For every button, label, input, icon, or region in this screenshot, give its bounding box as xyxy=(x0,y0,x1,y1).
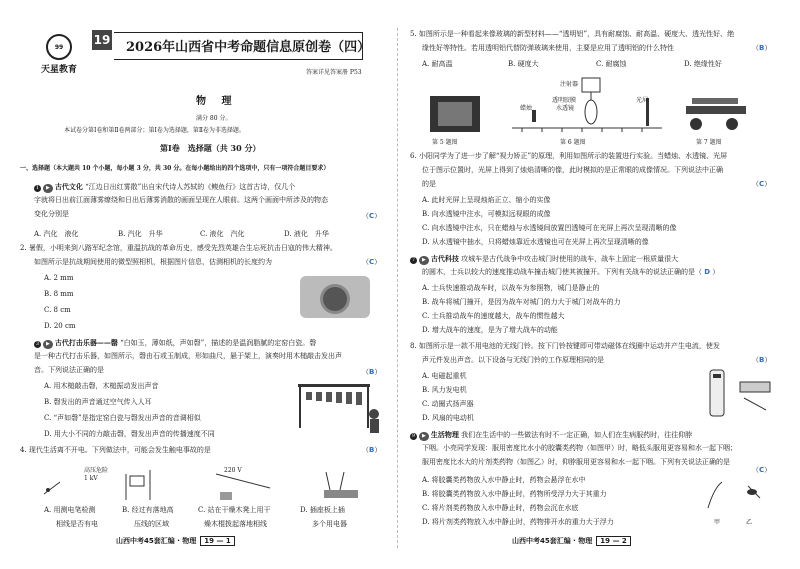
q7-option-b: B. 战车将城门撞开，是因为战车对城门的力大于城门对战车的力 xyxy=(422,298,621,306)
page-divider xyxy=(397,28,398,548)
q1-stem-2: 字就将日出前江面薄雾缭绕和日出后薄雾消散的画面呈现在人眼前。这两个画面中所涉及的物态 xyxy=(34,196,328,204)
q4-answer: （B） xyxy=(362,446,382,454)
q6-option-d: D. 从水透镜中抽水，只将蜡烛靠近水透镜也可在光屏上再次呈现清晰的像 xyxy=(422,238,649,246)
q4-option-b-2: 压线的区域 xyxy=(134,520,169,528)
q8-option-d: D. 风扇的电动机 xyxy=(422,414,474,422)
transparent-aluminum-image xyxy=(430,96,480,132)
q9-stem-2: 下咽。小亮同学发现：服用密度比水小的胶囊类药物（如图甲）时，略低头服用更容易和水一起下咽； xyxy=(422,444,737,452)
label-candle: 蜡烛 xyxy=(520,105,533,112)
q5-option-d: D. 绝缘性好 xyxy=(684,60,722,68)
q3-stem-2: 是一种古代打击乐器，如图所示，磬由石或玉制成，形如曲尺，悬于架上，演奏时用木槌敲击发出声 xyxy=(34,352,342,360)
q6-stem-3: 的是 xyxy=(422,180,436,188)
q7-stem-2: 的圆木，士兵以较大的速度推动战车撞击城门使其被撞开。下列有关战车的说法正确的是（ D ） xyxy=(422,268,720,276)
q6-option-b: B. 向水透镜中注水，可模拟远视眼的成像 xyxy=(422,210,551,218)
footer-right: 山西中考45套汇编 · 物理 19 — 2 xyxy=(512,536,631,546)
label-film: 透明胶膜 xyxy=(552,97,577,104)
q7-option-d: D. 增大战车的速度，是为了增大战车的动能 xyxy=(422,326,558,334)
q8-option-b: B. 风力发电机 xyxy=(422,386,467,394)
q5-stem-2: 缘性好等特性。若用透明铝代替防弹玻璃来使用，主要是应用了透明铝的什么特性 xyxy=(422,44,674,52)
q3-answer: （B） xyxy=(362,368,382,376)
label-water-lens: 水透镜 xyxy=(556,105,575,112)
q9-option-a: A. 将胶囊类药物放入水中静止时，药物会悬浮在水中 xyxy=(422,476,586,484)
page-number-left: 19 — 1 xyxy=(200,536,235,546)
label-screen: 光屏 xyxy=(636,97,649,104)
q5-option-a: A. 耐高温 xyxy=(422,60,453,68)
q5-answer: （B） xyxy=(752,44,772,52)
q6-answer: （C） xyxy=(752,180,772,188)
q8-option-c: C. 动圈式扬声器 xyxy=(422,400,474,408)
q2-line-1: 2. 暑假，小明来到八路军纪念馆，重温抗战的革命历史，感受先烈英雄合生忘死抗击日寇的伟大精神。 xyxy=(20,244,337,252)
q2-option-c: C. 8 cm xyxy=(44,306,71,314)
answer-reference: 答案详见答案册 P53 xyxy=(306,69,362,76)
q4-option-a-2: 相线是否有电 xyxy=(56,520,98,528)
q6-option-c: C. 向水透镜中注水，只在蜡烛与水透镜间放置凹透镜可在光屏上再次呈现清晰的像 xyxy=(422,224,677,232)
q7-line-1: 7 ▶ 古代科技 攻城车是古代战争中攻击城门时使用的战车，战车上固定一根质量很大 xyxy=(411,254,679,263)
q3-option-c: C. “声如磬”是指定窑白瓷与磬发出声音的音调相似 xyxy=(44,414,201,422)
right-page xyxy=(400,0,800,569)
q6-line-1: 6. 小阳同学为了进一步了解“视力矫正”的原理，利用如图所示的装置进行实验。当蜡烛、水透镜、光屏 xyxy=(410,152,728,160)
q8-answer: （B） xyxy=(752,356,772,364)
battering-ram-image xyxy=(682,94,752,134)
instruction: 本试卷分第Ⅰ卷和第Ⅱ卷两部分；第Ⅰ卷为选择题，第Ⅱ卷为非选择题。 xyxy=(64,127,245,134)
left-page xyxy=(0,0,395,569)
logo-mark: 99 xyxy=(46,34,72,60)
q3-option-b: B. 磬发出的声音通过空气传入人耳 xyxy=(44,398,152,406)
q1-line-1 xyxy=(34,182,295,193)
q9-answer: （C） xyxy=(752,466,772,474)
q4-picture-voltage-1: 1 kV xyxy=(84,475,98,482)
q9-option-c: C. 将片剂类药物放入水中静止时，药物会沉在水底 xyxy=(422,504,579,512)
q5-line-1: 5. 如图所示是一种看起来像玻璃的新型材料——“透明铝”，具有耐腐蚀、耐高温、硬度大、透光性好、绝 xyxy=(410,30,735,38)
q9-stem-3: 服用密度比水大的片剂类药物（如图乙）时，仰脖服用更容易和水一起下咽。下列有关说法正确的是 xyxy=(422,458,730,466)
q1-tag-icon: ▶ xyxy=(43,184,53,193)
q6-stem-2: 位于图示位置时，光屏上得到了烛焰清晰的像，此时模拟的是正常眼的成像情况。下列说法中正确 xyxy=(422,166,723,174)
q4-option-b: B. 经过有落地高 xyxy=(122,506,174,514)
q9-line-1: 9 ▶ 生活物理 我们在生活中的一些做法有时不一定正确，如人们在生病服药时，往往仰脖 xyxy=(411,430,693,439)
q1-option-b: B. 汽化 升华 xyxy=(118,230,163,238)
footer-left: 山西中考45套汇编 · 物理 19 — 1 xyxy=(116,536,235,546)
q4-option-d: D. 插座板上插 xyxy=(300,506,345,514)
q3-option-a: A. 用木槌敲击磬，木槌振动发出声音 xyxy=(44,382,159,390)
page-number-right: 19 — 2 xyxy=(596,536,631,546)
q1-option-c: C. 液化 汽化 xyxy=(200,230,245,238)
logo-text: 天星教育 xyxy=(40,65,77,75)
q1-stem-1: “江边日出红雾散”出自宋代诗人苏轼的《鳆鱼行》这首古诗，仅几个 xyxy=(85,183,296,191)
chime-stone-image xyxy=(294,378,384,440)
q1-answer: （C） xyxy=(362,212,382,220)
q7-option-a: A. 士兵快速推动战车时，以战车为参照物，城门是静止的 xyxy=(422,284,600,292)
volume-title: 第Ⅰ卷 选择题（共 30 分） xyxy=(160,143,261,153)
q4-option-d-2: 多个用电器 xyxy=(312,520,347,528)
q4-line-1: 4. 现代生活离不开电。下列做法中，可能会发生触电事故的是 xyxy=(20,446,211,454)
label-syringe: 注射器 xyxy=(560,81,579,88)
q5-option-b: B. 硬度大 xyxy=(508,60,539,68)
q2-option-b: B. 8 mm xyxy=(44,290,74,298)
q8-stem-2: 声元件发出声音。以下设备与无线门铃的工作原理相同的是 xyxy=(422,356,604,364)
q4-picture-warning: 高压危险 xyxy=(84,467,109,474)
q1-tag: 古代文化 xyxy=(54,182,83,191)
fig5-caption: 第 5 题图 xyxy=(432,139,458,146)
q6-option-a: A. 此时光屏上呈现烛焰正立、缩小的实像 xyxy=(422,196,551,204)
subject-title: 物 理 xyxy=(196,96,238,107)
q4-option-a: A. 用测电笔检测 xyxy=(44,506,96,514)
score-note: 满分 80 分。 xyxy=(196,115,232,122)
q2-option-d: D. 20 cm xyxy=(44,322,76,330)
q5-option-c: C. 耐腐蚀 xyxy=(596,60,627,68)
q7-stem-1: 攻城车是古代战争中攻击城门时使用的战车，战车上固定一根质量很大 xyxy=(461,255,679,263)
logo xyxy=(34,34,84,75)
section-title: 一、选择题（本大题共 10 个小题，每小题 3 分，共 30 分。在每小题给出的四个选项中，只有一项符合题目要求） xyxy=(20,165,330,172)
q1-option-a: A. 汽化 液化 xyxy=(34,230,79,238)
q2-stem-2: 如图所示是抗战期间使用的微型照相机，根据图片信息，估测相机的长度约为 xyxy=(34,258,272,266)
q4-picture-voltage-2: 220 V xyxy=(224,467,242,474)
q9-tag: 生活物理 xyxy=(430,430,459,439)
q3-line-1: 3 ▶ 古代打击乐器——罄 “白如玉，薄如纸，声如磬”，描述的是温润脂腻的定窑白瓷。磬 xyxy=(35,338,317,347)
q8-option-a: A. 电磁起重机 xyxy=(422,372,467,380)
q1-option-d: D. 液化 升华 xyxy=(284,230,329,238)
paper-number: 19 xyxy=(92,30,112,50)
q3-stem-1: “白如玉，薄如纸，声如磬”，描述的是温润脂腻的定窑白瓷。磬 xyxy=(120,339,317,347)
fig-label-jia: 甲 xyxy=(714,519,721,526)
fig7-caption: 第 7 题图 xyxy=(696,139,722,146)
q4-option-c: C. 站在干燥木凳上用干 xyxy=(198,506,271,514)
page-title: 2026年山西省中考命题信息原创卷（四） xyxy=(126,40,371,55)
doorbell-image xyxy=(700,368,780,418)
fig6-caption: 第 6 题图 xyxy=(560,139,586,146)
q3-stem-3: 音。下列说法正确的是 xyxy=(34,366,104,374)
q7-tag: 古代科技 xyxy=(430,254,459,263)
camera-image xyxy=(300,276,370,318)
q7-option-c: C. 士兵推动战车的速度越大，战车的惯性越大 xyxy=(422,312,565,320)
q8-line-1: 8. 如图所示是一款不用电池的无线门铃。按下门铃按键即可带动磁体在线圈中运动并产生电流，使发 xyxy=(410,342,720,350)
lens-apparatus-diagram xyxy=(512,76,662,136)
q9-stem-1: 我们在生活中的一些做法有时不一定正确，如人们在生病服药时，往往仰脖 xyxy=(461,431,693,439)
q3-option-d: D. 用大小不同的力敲击磬，磬发出声音的传播速度不同 xyxy=(44,430,215,438)
q1-stem-3: 变化分别是 xyxy=(34,210,69,218)
q1-number: 1 xyxy=(35,185,40,191)
q4-option-c-2: 燥木棍拨起落地相线 xyxy=(204,520,267,528)
q2-option-a: A. 2 mm xyxy=(44,274,74,282)
q3-tag: 古代打击乐器——罄 xyxy=(54,338,118,347)
pill-figures xyxy=(700,478,780,520)
q9-option-d: D. 将片剂类药物放入水中静止时，药物排开水的重力大于浮力 xyxy=(422,518,614,526)
q9-option-b: B. 将胶囊类药物放入水中静止时，药物所受浮力大于其重力 xyxy=(422,490,607,498)
fig-label-yi: 乙 xyxy=(746,519,753,526)
q2-answer: （C） xyxy=(362,258,382,266)
